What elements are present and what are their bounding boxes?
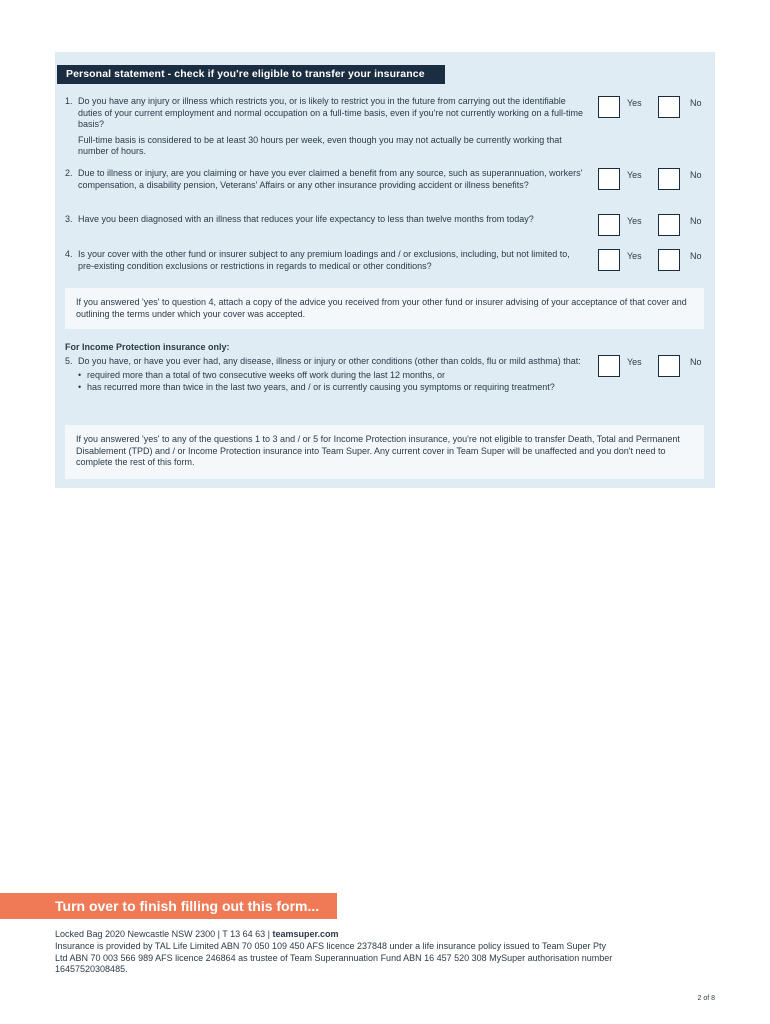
yes-label: Yes [627, 357, 642, 367]
bullet-item: • has recurred more than twice in the last two years, and / or is currently causing you symptoms or requiring treatment? [78, 382, 585, 394]
question-1 [65, 96, 585, 158]
question-number: 4. [65, 249, 73, 259]
section-title: Personal statement - check if you're eligible to transfer your insurance [57, 65, 445, 84]
bullet-item: • required more than a total of two consecutive weeks off work during the last 12 months, or [78, 370, 585, 382]
no-label: No [690, 251, 702, 261]
footer-contact [55, 929, 615, 941]
question-text: Do you have, or have you ever had, any disease, illness or injury or other conditions (other than colds, flu or mild asthma) that: [78, 355, 581, 366]
question-3 [65, 214, 585, 226]
question-2 [65, 168, 585, 191]
q2-yes-checkbox[interactable] [598, 168, 620, 190]
question-number: 3. [65, 214, 73, 224]
question-5 [65, 342, 585, 393]
q1-yes-checkbox[interactable] [598, 96, 620, 118]
income-protection-heading: For Income Protection insurance only: [65, 342, 230, 352]
question-number: 5. [65, 355, 73, 366]
q4-yes-checkbox[interactable] [598, 249, 620, 271]
no-label: No [690, 170, 702, 180]
question-text: Due to illness or injury, are you claiming or have you ever claimed a benefit from any source, such as superannuation, workers' compensation, a disability pension, Veterans' Affairs or any other insurance providing accident or illness benefits? [78, 168, 583, 190]
q4-no-checkbox[interactable] [658, 249, 680, 271]
q3-yes-checkbox[interactable] [598, 214, 620, 236]
q5-no-checkbox[interactable] [658, 355, 680, 377]
yes-label: Yes [627, 170, 642, 180]
q1-no-checkbox[interactable] [658, 96, 680, 118]
turn-over-banner: Turn over to finish filling out this form... [0, 893, 337, 919]
question-note: Full-time basis is considered to be at least 30 hours per week, even though you may not actually be currently working that number of hours. [78, 134, 562, 156]
footer-website-link[interactable]: teamsuper.com [272, 929, 339, 939]
footer [55, 929, 615, 976]
question-number: 2. [65, 168, 73, 178]
footer-legal: Insurance is provided by TAL Life Limited ABN 70 050 109 450 AFS licence 237848 under a life insurance policy issued to Team Super Pty Ltd ABN 70 003 566 989 AFS licence 246864 as trustee of Team Superannuation Fund ABN 16 457 520 308 MySuper authorisation number 16457520308485. [55, 940, 613, 975]
q5-yes-checkbox[interactable] [598, 355, 620, 377]
yes-label: Yes [627, 216, 642, 226]
question-4 [65, 249, 585, 272]
info-box-eligibility: If you answered 'yes' to any of the questions 1 to 3 and / or 5 for Income Protection insurance, you're not eligible to transfer Death, Total and Permanent Disablement (TPD) and / or Income Protection insurance into Team Super. Any current cover in Team Super will be unaffected and you don't need to complete the rest of this form. [65, 425, 704, 479]
question-bullets [78, 370, 585, 393]
no-label: No [690, 216, 702, 226]
personal-statement-panel [55, 52, 715, 488]
question-text: Have you been diagnosed with an illness that reduces your life expectancy to less than twelve months from today? [78, 214, 534, 224]
no-label: No [690, 98, 702, 108]
question-text: Do you have any injury or illness which restricts you, or is likely to restrict you in the future from carrying out the identifiable duties of your current employment and normal occupation on a full-time basis, even if you're not currently working on a full-time basis? [78, 96, 583, 129]
q3-no-checkbox[interactable] [658, 214, 680, 236]
no-label: No [690, 357, 702, 367]
page-number: 2 of 8 [697, 995, 715, 1002]
question-number: 1. [65, 96, 73, 106]
yes-label: Yes [627, 98, 642, 108]
yes-label: Yes [627, 251, 642, 261]
footer-address: Locked Bag 2020 Newcastle NSW 2300 | T 13 64 63 | [55, 929, 273, 939]
question-text: Is your cover with the other fund or insurer subject to any premium loadings and / or exclusions, including, but not limited to, pre-existing condition exclusions or restrictions in regards to medical or other conditions? [78, 249, 570, 271]
q2-no-checkbox[interactable] [658, 168, 680, 190]
info-box-question-4: If you answered 'yes' to question 4, attach a copy of the advice you received from your other fund or insurer advising of your acceptance of that cover and outlining the terms under which your cover was accepted. [65, 288, 704, 329]
